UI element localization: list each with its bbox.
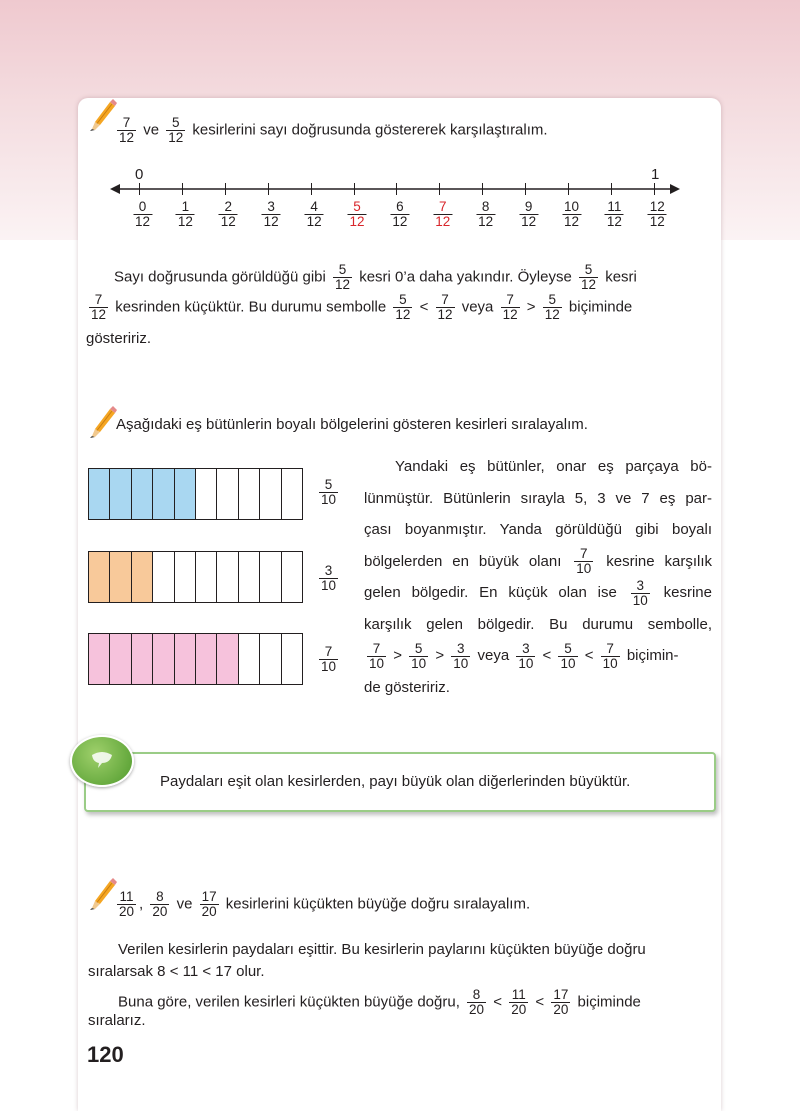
fraction: $\frac{5}{12}$ — [168, 115, 184, 145]
number-line-tick — [654, 183, 655, 195]
bar-label: $\frac{5}{10}$ — [321, 477, 337, 507]
number-line-fraction-label: $\frac{4}{12}$ — [306, 199, 322, 229]
fraction: $\frac{7}{12}$ — [119, 115, 135, 145]
example-1-line-2: $\frac{7}{12}$ kesrinden küçüktür. Bu durumu sembolle $\frac{5}{12}$ < $\frac{7}{12}$ veya $\frac{7}{12}$ > $\frac{5}{12}$ biçiminde — [91, 292, 633, 322]
unshaded-part — [282, 552, 303, 602]
example-3-line-4: sıralarız. — [88, 1012, 146, 1029]
shaded-part — [153, 634, 174, 684]
shaded-part — [110, 552, 131, 602]
number-line-tick — [354, 183, 355, 195]
number-line-fraction-label: $\frac{11}{12}$ — [606, 199, 622, 229]
unshaded-part — [260, 469, 281, 519]
unshaded-part — [239, 469, 260, 519]
unshaded-part — [217, 552, 238, 602]
example-3-title: $\frac{11}{20}$ , $\frac{8}{20}$ ve $\frac{17}{20}$ kesirlerini küçükten büyüğe doğru sıralayalım. — [119, 889, 531, 919]
number-line-fraction-label: $\frac{9}{12}$ — [521, 199, 537, 229]
shaded-part — [132, 634, 153, 684]
number-line-tick — [225, 183, 226, 195]
shaded-part — [175, 469, 196, 519]
shaded-part — [89, 552, 110, 602]
fraction-bar-7-10 — [88, 633, 303, 685]
number-line-fraction-label: $\frac{2}{12}$ — [220, 199, 236, 229]
number-line-fraction-label: $\frac{0}{12}$ — [134, 199, 151, 229]
fraction-bar-5-10 — [88, 468, 303, 520]
conjunction: ve — [143, 121, 160, 139]
unshaded-part — [217, 469, 238, 519]
shaded-part — [153, 469, 174, 519]
number-line-start-label: 0 — [135, 166, 144, 183]
shaded-part — [175, 634, 196, 684]
unshaded-part — [175, 552, 196, 602]
rule-note-text: Paydaları eşit olan kesirlerden, payı büyük olan diğerlerinden büyüktür. — [160, 773, 631, 790]
unshaded-part — [282, 469, 303, 519]
number-line-fraction-label: $\frac{12}{12}$ — [649, 199, 665, 229]
unshaded-part — [239, 552, 260, 602]
example-1-title — [114, 116, 548, 145]
number-line-fraction-label: $\frac{8}{12}$ — [478, 199, 494, 229]
shaded-part — [89, 634, 110, 684]
unshaded-part — [196, 469, 217, 519]
number-line-fraction-label: $\frac{1}{12}$ — [177, 199, 193, 229]
rule-note-box — [84, 752, 716, 812]
shaded-part — [110, 469, 131, 519]
shaded-part — [110, 634, 131, 684]
number-line-fraction-label: $\frac{6}{12}$ — [392, 199, 408, 229]
number-line-tick — [568, 183, 569, 195]
example-1-line-3: gösteririz. — [86, 330, 152, 347]
shaded-part — [132, 552, 153, 602]
example-3-line-3: Buna göre, verilen kesirleri küçükten büyüğe doğru, $\frac{8}{20}$ < $\frac{11}{20}$ < $\frac{17}{20}$ biçiminde — [118, 987, 641, 1017]
unshaded-part — [260, 634, 281, 684]
shaded-part — [132, 469, 153, 519]
unshaded-part — [260, 552, 281, 602]
example-2-paragraph: Yandaki eş bütünler, onar eş parçaya bö- lünmüştür. Bütünlerin sırayla 5, 3 ve 7 eş par- çası boyanmıştır. Yanda görüldüğü gibi boyalı bölgelerden en büyük olanı $\frac{7}{10}$ kesrine karşılık gelen bölgedir. En küçük olan ise $\frac{3}{10}$ kesrine karşılık gelen bölgedir. Bu durumu sembolle, $\frac{7}{10}$ > $\frac{5}{10}$ > $\frac{3}{10}$ veya $\frac{3}{10}$ < $\frac{5}{10}$ < $\frac{7}{10}$ biçimin- de gösteririz. — [364, 458, 713, 696]
bar-label: $\frac{3}{10}$ — [321, 563, 337, 593]
number-line-tick — [268, 183, 269, 195]
number-line-tick — [611, 183, 612, 195]
unshaded-part — [196, 552, 217, 602]
unshaded-part — [153, 552, 174, 602]
fraction-bar-3-10 — [88, 551, 303, 603]
number-line-tick — [396, 183, 397, 195]
unshaded-part — [239, 634, 260, 684]
page-number: 120 — [87, 1042, 124, 1067]
number-line-tick — [525, 183, 526, 195]
note-speech-bubble-icon — [70, 735, 134, 787]
example-2-title: Aşağıdaki eş bütünlerin boyalı bölgelerini gösteren kesirleri sıralayalım. — [116, 416, 588, 433]
example-3-line-2: sıralarsak 8 < 11 < 17 olur. — [88, 963, 265, 980]
number-line-fraction-label: $\frac{10}{12}$ — [563, 199, 580, 229]
number-line-tick — [139, 183, 140, 195]
shaded-part — [217, 634, 238, 684]
title-text: kesirlerini sayı doğrusunda göstererek karşılaştıralım. — [192, 121, 548, 139]
bar-label: $\frac{7}{10}$ — [321, 644, 337, 674]
shaded-part — [89, 469, 110, 519]
number-line-fraction-label: $\frac{5}{12}$ — [349, 199, 365, 229]
number-line-tick — [182, 183, 183, 195]
number-line-fraction-label: $\frac{7}{12}$ — [435, 199, 451, 229]
number-line-tick — [439, 183, 440, 195]
shaded-part — [196, 634, 217, 684]
number-line-fraction-label: $\frac{3}{12}$ — [263, 199, 279, 229]
example-1-line-1: Sayı doğrusunda görüldüğü gibi $\frac{5}{12}$ kesri 0’a daha yakındır. Öyleyse $\frac{5}{12}$ kesri — [114, 262, 637, 292]
pencil-icon — [88, 405, 118, 439]
example-3-line-1: Verilen kesirlerin paydaları eşittir. Bu kesirlerin paylarını küçükten büyüğe doğru — [118, 941, 646, 958]
number-line-end-label: 1 — [651, 166, 660, 183]
number-line-tick — [482, 183, 483, 195]
number-line-tick — [311, 183, 312, 195]
unshaded-part — [282, 634, 303, 684]
